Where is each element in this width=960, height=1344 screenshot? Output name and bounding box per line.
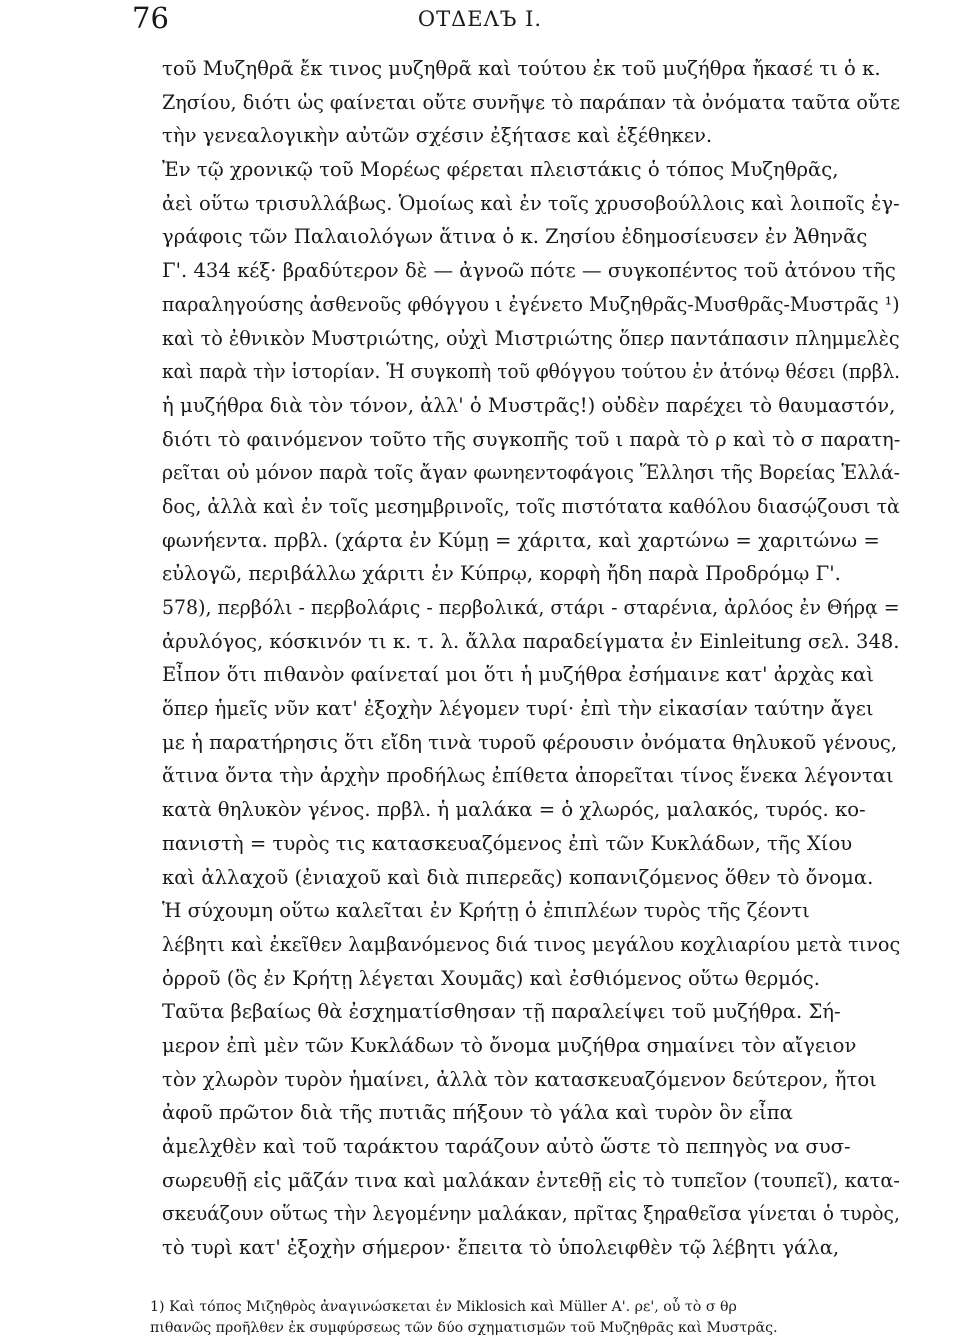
text-line: πανιστὴ = τυρὸς τις κατασκευαζόμενος ἐπὶ τῶν Κυκλάδων, τῆς Χίου xyxy=(162,831,853,855)
footnote-line: 1) Καὶ τόπος Μιζηθρὸς ἀναγινώσκεται ἐν Miklosich καὶ Müller A'. ρε', οὗ τὸ σ θρ xyxy=(150,1299,737,1315)
text-line: Ταῦτα βεβαίως θὰ ἐσχηματίσθησαν τῇ παραλείψει τοῦ μυζήθρα. Σή- xyxy=(162,1000,841,1024)
text-line: καὶ παρὰ τὴν ἱστορίαν. Ἡ συγκοπὴ τοῦ φθόγγου τούτου ἐν ἀτόνῳ θέσει (πρβλ. xyxy=(162,360,901,384)
text-line: ἡ μυζήθρα διὰ τὸν τόνον, ἀλλ' ὁ Μυστρᾶς!) οὐδὲν παρέχει τὸ θαυμαστόν, xyxy=(162,393,896,417)
text-line: τὸν χλωρὸν τυρὸν ἡμαίνει, ἀλλὰ τὸν κατασκευαζόμενον δεύτερον, ἤτοι xyxy=(162,1067,877,1091)
text-line: Ἡ σύχουμη οὕτω καλεῖται ἐν Κρήτῃ ὁ ἐπιπλέων τυρὸς τῆς ζέοντι xyxy=(162,899,810,923)
text-line: ὅπερ ἡμεῖς νῦν κατ' ἐξοχὴν λέγομεν τυρί· ἐπὶ τὴν εἰκασίαν ταύτην ἄγει xyxy=(162,697,874,721)
text-line: φωνήεντα. πρβλ. (χάρτα ἐν Κύμῃ = χάριτα, καὶ χαρτώνω = χαριτώνω = xyxy=(162,528,880,552)
text-line: τοῦ Μυζηθρᾶ ἔκ τινος μυζηθρᾶ καὶ τούτου ἐκ τοῦ μυζήθρα ἤκασέ τι ὁ κ. xyxy=(162,57,881,80)
text-line: Γ'. 434 κέξ· βραδύτερον δὲ — ἀγνοῶ πότε — συγκοπέντος τοῦ ἀτόνου τῆς xyxy=(162,259,896,283)
text-line: γράφοις τῶν Παλαιολόγων ἅτινα ὁ κ. Ζησίου ἐδημοσίευσεν ἐν Ἀθηνᾶς xyxy=(162,225,868,249)
text-line: λέβητι καὶ ἐκεῖθεν λαμβανόμενος διά τινος μεγάλου κοχλιαρίου μετὰ τινος xyxy=(162,932,901,956)
text-line: ρεῖται οὐ μόνον παρὰ τοῖς ἄγαν φωνηεντοφάγοις Ἕλλησι τῆς Βορείας Ἑλλά- xyxy=(162,461,901,485)
text-line: δος, ἀλλὰ καὶ ἐν τοῖς μεσημβρινοῖς, τοῖς πιστότατα καθόλου διασῴζουσι τὰ xyxy=(162,494,900,518)
text-line: τὸ τυρὶ κατ' ἐξοχὴν σήμερον· ἔπειτα τὸ ὑπολειφθὲν τῷ λέβητι γάλα, xyxy=(162,1236,840,1260)
footnotes xyxy=(150,1297,910,1339)
text-line: κατὰ θηλυκὸν γένος. πρβλ. ἡ μαλάκα = ὁ χλωρός, μαλακός, τυρός. κο- xyxy=(162,798,866,822)
text-line: σωρευθῇ εἰς μᾶζάν τινα καὶ μαλάκαν ἐντεθῇ εἰς τὸ τυπεῖον (τουπεῖ), κατα- xyxy=(162,1168,900,1192)
text-line: Ζησίου, διότι ὡς φαίνεται οὔτε συνῆψε τὸ παράπαν τὰ ὀνόματα ταῦτα οὔτε xyxy=(162,90,901,114)
text-line: ὀρροῦ (ὃς ἐν Κρήτῃ λέγεται Χουμᾶς) καὶ ἐσθιόμενος οὕτω θερμός. xyxy=(162,966,820,990)
text-line: καὶ τὸ ἐθνικὸν Μυστριώτης, οὐχὶ Μιστριώτης ὅπερ παντάπασιν πλημμελὲς xyxy=(162,326,900,350)
text-line: Ἐν τῷ χρονικῷ τοῦ Μορέως φέρεται πλειστάκις ὁ τόπος Μυζηθρᾶς, xyxy=(162,158,839,182)
text-line: εὐλογῶ, περιβάλλω χάριτι ἐν Κύπρῳ, κορφὴ ἤδη παρὰ Προδρόμῳ Γ'. xyxy=(162,562,841,586)
page-number: 76 xyxy=(132,1,169,35)
body-text xyxy=(162,52,900,1265)
text-line: με ἡ παρατήρησις ὅτι εἴδη τινὰ τυροῦ φέρουσιν ὀνόματα θηλυκοῦ γένους, xyxy=(162,730,898,754)
text-line: μερον ἐπὶ μὲν τῶν Κυκλάδων τὸ ὄνομα μυζήθρα σημαίνει τὸν αἴγειον xyxy=(162,1033,857,1057)
text-line: σκευάζουν οὕτως τὴν λεγομένην μαλάκαν, πρῖτας ξηραθεῖσα γίνεται ὁ τυρὸς, xyxy=(162,1202,900,1226)
text-line: ἀεὶ οὕτω τρισυλλάβως. Ὁμοίως καὶ ἐν τοῖς χρυσοβούλλοις καὶ λοιποῖς ἐγ- xyxy=(162,191,900,215)
running-head: ΟΤΔΕΛЪ I. xyxy=(417,7,543,31)
text-line: ἀρυλόγος, κόσκινόν τι κ. τ. λ. ἄλλα παραδείγματα ἐν Einleitung σελ. 348. xyxy=(162,629,900,653)
text-line: Εἶπον ὅτι πιθανὸν φαίνεταί μοι ὅτι ἡ μυζήθρα ἐσήμαινε κατ' ἀρχὰς καὶ xyxy=(162,663,874,687)
text-line: καὶ ἀλλαχοῦ (ἐνιαχοῦ καὶ διὰ πιπερεᾶς) κοπανιζόμενος ὅθεν τὸ ὄνομα. xyxy=(162,865,874,889)
text-line: ἅτινα ὄντα τὴν ἀρχὴν προδήλως ἐπίθετα ἀπορεῖται τίνος ἕνεκα λέγονται xyxy=(162,764,894,788)
page-header xyxy=(0,0,960,44)
text-line: τὴν γενεαλογικὴν αὐτῶν σχέσιν ἐξήτασε καὶ ἐξέθηκεν. xyxy=(162,124,713,148)
text-line: διότι τὸ φαινόμενον τοῦτο τῆς συγκοπῆς τοῦ ι παρὰ τὸ ρ καὶ τὸ σ παρατη- xyxy=(162,427,901,451)
text-line: παραληγούσης ἀσθενοῦς φθόγγου ι ἐγένετο Μυζηθρᾶς-Μυσθρᾶς-Μυστρᾶς ¹) xyxy=(162,292,900,316)
text-line: ἀμελχθὲν καὶ τοῦ ταράκτου ταράζουν αὐτὸ ὥστε τὸ πεπηγὸς να συσ- xyxy=(162,1135,851,1158)
footnote-line: πιθανῶς προῆλθεν ἐκ συμφύρσεως τῶν δύο σχηματισμῶν τοῦ Μυζηθρᾶς καὶ Μυστρᾶς. xyxy=(150,1320,778,1336)
text-line: ἀφοῦ πρῶτον διὰ τῆς πυτιᾶς πήξουν τὸ γάλα καὶ τυρὸν ὃν εἶπα xyxy=(162,1101,793,1125)
text-line: 578), περβόλι - περβολάρις - περβολικά, στάρι - σταρένια, ἀρλόος ἐν Θήρᾳ = xyxy=(162,596,900,619)
